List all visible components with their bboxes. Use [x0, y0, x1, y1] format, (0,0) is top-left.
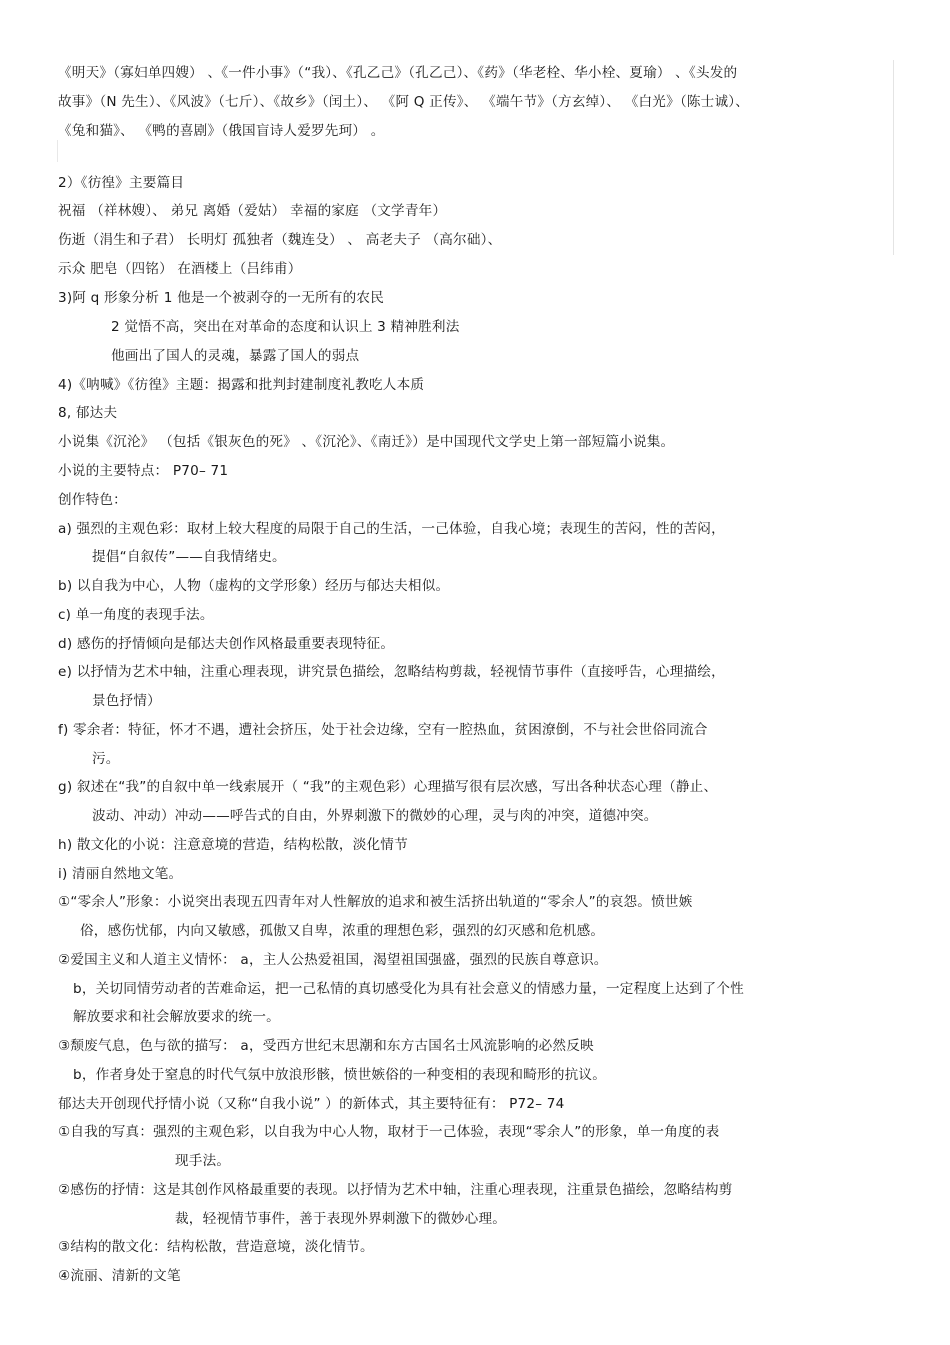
text-line: 3)阿 q 形象分析 1 他是一个被剥夺的一无所有的农民 [58, 290, 384, 306]
text-line: 创作特色： [58, 492, 127, 508]
text-line: b) 以自我为中心，人物（虚构的文学形象）经历与郁达夫相似。 [58, 578, 450, 594]
text-line: 伤逝（涓生和子君） 长明灯 孤独者（魏连殳） 、 高老夫子 （高尔础）、 [58, 232, 502, 248]
text-line: 小说集《沉沦》 （包括《银灰色的死》 、《沉沦》、《南迁》）是中国现代文学史上第一部短篇小说集。 [58, 434, 675, 450]
text-line: 故事》（N 先生）、《风波》（七斤）、《故乡》（闰土）、 《阿 Q 正传》、 《端午节》（方玄绰）、 《白光》（陈士诚）、 [58, 94, 750, 110]
text-line: f) 零余者：特征，怀才不遇，遭社会挤压，处于社会边缘，空有一腔热血，贫困潦倒，不与社会世俗同流合 [58, 722, 708, 738]
text-line: 现手法。 [175, 1153, 231, 1169]
text-line: ②感伤的抒情：这是其创作风格最重要的表现。以抒情为艺术中轴，注重心理表现，注重景色描绘，忽略结构剪 [58, 1182, 733, 1198]
text-line: 波动、冲动）冲动——呼告式的自由，外界刺激下的微妙的心理，灵与肉的冲突，道德冲突。 [92, 808, 658, 824]
text-line: 4)《呐喊》《彷徨》主题：揭露和批判封建制度礼教吃人本质 [58, 377, 425, 393]
text-line: 小说的主要特点： P70– 71 [58, 463, 229, 479]
text-line: 景色抒情） [92, 693, 161, 709]
text-line: 裁，轻视情节事件，善于表现外界刺激下的微妙心理。 [175, 1211, 507, 1227]
text-line: 俗，感伤忧郁，内向又敏感，孤傲又自卑，浓重的理想色彩，强烈的幻灭感和危机感。 [80, 923, 605, 939]
text-line: 8, 郁达夫 [58, 405, 118, 421]
text-line: 2）《彷徨》主要篇目 [58, 175, 185, 191]
text-line: ①自我的写真：强烈的主观色彩，以自我为中心人物，取材于一己体验，表现“零余人”的形象，单一角度的表 [58, 1124, 720, 1140]
text-line: 提倡“自叙传”——自我情绪史。 [92, 549, 286, 565]
text-line: ④流丽、清新的文笔 [58, 1268, 181, 1284]
text-line: ③颓废气息，色与欲的描写： a，受西方世纪末思潮和东方古国名士风流影响的必然反映 [58, 1038, 594, 1054]
text-line: 《明天》（寡妇单四嫂） 、《一件小事》（“我）、《孔乙己》（孔乙己）、《药》（华老栓、华小栓、夏瑜） 、《头发的 [58, 65, 738, 81]
text-line: e) 以抒情为艺术中轴，注重心理表现，讲究景色描绘，忽略结构剪裁，轻视情节事件（直接呼告，心理描绘， [58, 664, 725, 680]
text-line: 他画出了国人的灵魂，暴露了国人的弱点 [111, 348, 360, 364]
text-line: b，作者身处于窒息的时代气氛中放浪形骸，愤世嫉俗的一种变相的表现和畸形的抗议。 [73, 1067, 606, 1083]
text-line: i) 清丽自然地文笔。 [58, 866, 183, 882]
text-line: 污。 [92, 751, 120, 767]
text-line: ①“零余人”形象：小说突出表现五四青年对人性解放的追求和被生活挤出轨道的“零余人”的哀怨。愤世嫉 [58, 894, 693, 910]
text-line: d) 感伤的抒情倾向是郁达夫创作风格最重要表现特征。 [58, 636, 395, 652]
margin-rule [893, 60, 894, 255]
text-line: 祝福 （祥林嫂）、 弟兄 离婚（爱姑） 幸福的家庭 （文学青年） [58, 203, 447, 219]
text-line: h) 散文化的小说：注意意境的营造，结构松散，淡化情节 [58, 837, 408, 853]
margin-tick [57, 140, 58, 162]
text-line: 2 觉悟不高，突出在对革命的态度和认识上 3 精神胜利法 [111, 319, 460, 335]
text-line: g) 叙述在“我”的自叙中单一线索展开（ “我”的主观色彩）心理描写很有层次感，写出各种状态心理（静止、 [58, 779, 718, 795]
text-line: b，关切同情劳动者的苦难命运，把一己私情的真切感受化为具有社会意义的情感力量，一定程度上达到了个性 [73, 981, 744, 997]
text-line: 解放要求和社会解放要求的统一。 [73, 1009, 280, 1025]
text-line: ②爱国主义和人道主义情怀： a，主人公热爱祖国，渴望祖国强盛，强烈的民族自尊意识。 [58, 952, 608, 968]
text-line: 《兔和猫》、 《鸭的喜剧》（俄国盲诗人爱罗先珂） 。 [58, 123, 385, 139]
text-line: ③结构的散文化：结构松散，营造意境，淡化情节。 [58, 1239, 374, 1255]
text-line: c) 单一角度的表现手法。 [58, 607, 214, 623]
text-line: 示众 肥皂（四铭） 在酒楼上（吕纬甫） [58, 261, 302, 277]
text-line: a) 强烈的主观色彩：取材上较大程度的局限于自己的生活，一己体验，自我心境；表现生的苦闷，性的苦闷， [58, 521, 725, 537]
text-line: 郁达夫开创现代抒情小说（又称“自我小说” ）的新体式，其主要特征有： P72– 74 [58, 1096, 565, 1112]
